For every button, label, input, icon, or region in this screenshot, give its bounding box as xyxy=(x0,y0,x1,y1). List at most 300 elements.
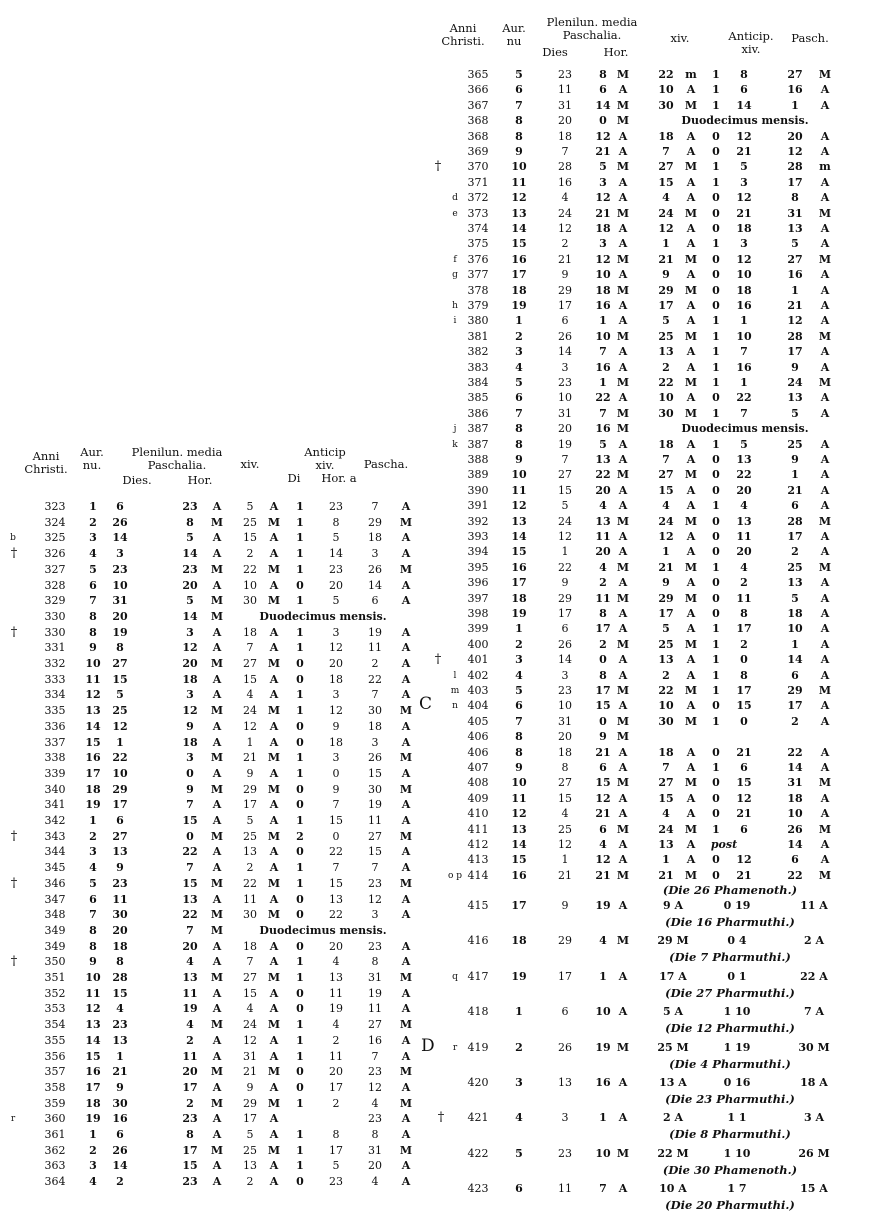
table-cell: 21 xyxy=(736,145,752,158)
table-cell: 15 xyxy=(243,672,257,686)
table-cell: 6 xyxy=(116,500,124,513)
table-cell: 20 xyxy=(329,1065,343,1079)
table-cell: 1 xyxy=(89,814,97,827)
table-cell: 5 xyxy=(515,68,523,81)
left-header-xiv: xiv. xyxy=(240,457,260,471)
table-cell: 16 xyxy=(511,868,527,882)
table-cell: M xyxy=(818,376,832,389)
table-cell: A xyxy=(618,668,628,682)
table-row xyxy=(0,390,871,406)
table-cell: A xyxy=(212,735,222,749)
table-cell: A xyxy=(212,719,222,733)
table-cell: 30 xyxy=(658,98,674,112)
table-cell: 12 xyxy=(558,222,572,235)
table-cell: 345 xyxy=(44,861,66,875)
table-cell: M xyxy=(616,376,630,389)
table-cell: 1 xyxy=(712,637,720,651)
table-cell: 1 xyxy=(296,547,304,561)
table-cell: 349 xyxy=(44,939,66,953)
table-cell: 22 xyxy=(112,751,128,765)
table-cell: 18 xyxy=(112,939,128,953)
table-cell: A xyxy=(820,838,830,851)
table-cell: 13 xyxy=(182,971,198,984)
table-cell: 369 xyxy=(467,145,489,158)
table-row xyxy=(0,791,871,807)
table-cell: 331 xyxy=(44,641,66,655)
table-cell: 6 xyxy=(791,853,799,867)
table-cell: 2 xyxy=(599,637,607,651)
table-cell: 9 xyxy=(332,719,340,733)
table-cell: 0 xyxy=(712,129,720,143)
table-cell: 27 xyxy=(112,657,128,670)
table-cell: 0 xyxy=(712,453,720,466)
table-cell: A xyxy=(618,791,628,805)
table-cell: 7 xyxy=(561,145,569,158)
table-cell: 30 xyxy=(658,406,674,420)
table-cell: M xyxy=(210,829,224,843)
table-cell: M xyxy=(684,591,698,605)
table-cell: M xyxy=(684,560,698,574)
pascha-cell: 22 A xyxy=(800,969,828,983)
table-cell: 22 xyxy=(658,684,674,697)
table-cell: 4 xyxy=(599,560,607,574)
table-cell: 21 xyxy=(658,560,674,574)
table-cell: 22 xyxy=(182,845,198,859)
table-cell: A xyxy=(820,807,830,821)
table-cell: 420 xyxy=(467,1076,489,1089)
table-cell: 7 xyxy=(371,1049,379,1063)
table-cell: 1 xyxy=(712,68,720,81)
table-cell: A xyxy=(212,1033,222,1047)
table-cell: 0 xyxy=(296,939,304,953)
table-cell: 13 xyxy=(736,514,752,528)
table-cell: M xyxy=(616,714,630,728)
table-cell: M xyxy=(399,876,413,890)
table-cell: 17 xyxy=(85,1080,101,1094)
table-cell: 21 xyxy=(658,252,674,266)
table-cell: 28 xyxy=(558,160,572,174)
table-cell: 21 xyxy=(595,206,611,220)
table-cell: 23 xyxy=(112,562,128,576)
table-cell: A xyxy=(269,986,279,1000)
table-cell: A xyxy=(820,468,830,482)
table-cell: 4 xyxy=(599,934,607,948)
table-cell: 374 xyxy=(467,222,489,235)
table-cell: 3 xyxy=(599,175,607,189)
table-cell: 353 xyxy=(44,1002,66,1016)
table-cell: A xyxy=(686,391,696,405)
footnote-letter: b xyxy=(10,533,16,544)
table-cell: A xyxy=(401,1159,411,1173)
table-cell: M xyxy=(267,515,281,529)
table-cell: 392 xyxy=(467,514,489,528)
table-cell: 19 xyxy=(85,1112,101,1126)
table-cell: A xyxy=(618,969,628,983)
table-cell: 1 xyxy=(296,1143,304,1157)
table-cell: 334 xyxy=(44,688,66,702)
table-row xyxy=(0,344,871,360)
table-cell: 1 xyxy=(712,160,720,174)
table-cell: 10 xyxy=(595,1146,611,1160)
table-cell: M xyxy=(684,283,698,297)
table-row xyxy=(0,1040,871,1056)
pascha-cell: 30 M xyxy=(798,1040,830,1054)
table-cell: A xyxy=(269,1159,279,1173)
table-cell: 4 xyxy=(599,499,607,513)
table-cell: 12 xyxy=(243,1033,257,1047)
table-cell: A xyxy=(820,576,830,590)
table-cell: A xyxy=(618,853,628,867)
table-cell: 400 xyxy=(467,637,489,651)
table-cell: A xyxy=(686,268,696,282)
table-cell: 11 xyxy=(85,986,101,1000)
table-cell: 17 xyxy=(736,622,752,636)
table-cell: A xyxy=(401,955,411,969)
table-cell: 4 xyxy=(371,1096,379,1110)
table-cell: 18 xyxy=(243,939,257,953)
table-cell: M xyxy=(616,206,630,220)
table-cell: M xyxy=(399,704,413,718)
xiv-cell: 2 A xyxy=(662,1111,684,1125)
table-cell: 340 xyxy=(44,782,66,796)
table-cell: 368 xyxy=(467,114,489,128)
table-cell: 0 xyxy=(712,791,720,805)
table-cell: 21 xyxy=(243,1065,257,1079)
table-row xyxy=(0,452,871,468)
table-cell: 365 xyxy=(467,68,489,81)
table-cell: 15 xyxy=(595,699,611,713)
table-cell: 5 xyxy=(561,499,569,513)
table-cell: A xyxy=(820,853,830,867)
table-cell: 17 xyxy=(787,345,803,359)
table-cell: 2 xyxy=(186,1096,194,1110)
table-cell: 19 xyxy=(511,969,527,983)
table-cell: 367 xyxy=(467,98,489,112)
table-cell: 8 xyxy=(515,730,523,744)
table-cell: A xyxy=(269,1080,279,1094)
table-cell: 333 xyxy=(44,672,66,686)
table-cell: M xyxy=(818,822,832,836)
table-cell: 414 xyxy=(467,868,489,882)
table-row xyxy=(0,698,871,714)
table-cell: 25 xyxy=(787,437,803,451)
table-row xyxy=(0,1181,871,1197)
table-cell: 10 xyxy=(658,391,674,405)
table-cell: 6 xyxy=(515,699,523,713)
table-cell: 380 xyxy=(467,314,489,328)
table-cell: 7 xyxy=(515,406,523,420)
table-cell: 18 xyxy=(511,591,527,605)
table-cell: 1 xyxy=(246,735,254,749)
table-cell: A xyxy=(269,672,279,686)
table-cell: 339 xyxy=(44,766,66,780)
table-cell: 6 xyxy=(515,1182,523,1196)
day-note: (Die 30 Phamenoth.) xyxy=(662,1162,798,1177)
table-cell: 2 xyxy=(246,547,254,561)
table-cell: 8 xyxy=(89,625,97,639)
table-cell: 350 xyxy=(44,955,66,969)
right-header-anni: Anni Christi. xyxy=(441,21,485,48)
table-cell: 24 xyxy=(558,206,572,220)
table-cell: 8 xyxy=(116,955,124,969)
table-cell: A xyxy=(269,955,279,969)
table-cell: 4 xyxy=(662,499,670,513)
table-row xyxy=(0,514,871,530)
table-row xyxy=(0,283,871,299)
table-cell: A xyxy=(401,594,411,608)
table-cell: 1 xyxy=(296,766,304,780)
table-cell: A xyxy=(686,453,696,466)
table-cell: 4 xyxy=(561,807,569,821)
table-cell: 13 xyxy=(595,453,611,466)
table-cell: 18 xyxy=(558,745,572,759)
table-cell: 1 xyxy=(712,314,720,328)
table-row xyxy=(0,1146,871,1162)
table-cell: 17 xyxy=(329,1080,343,1094)
table-cell: 14 xyxy=(368,578,382,592)
table-row xyxy=(0,933,871,949)
table-cell: 12 xyxy=(558,530,572,543)
table-cell: A xyxy=(401,1002,411,1016)
table-cell: 9 xyxy=(561,268,569,282)
table-row xyxy=(0,190,871,206)
table-cell: 7 xyxy=(246,955,254,969)
table-cell: 14 xyxy=(558,345,572,359)
table-cell: 26 xyxy=(787,822,803,836)
table-cell: M xyxy=(616,160,630,174)
table-cell: 19 xyxy=(329,1002,343,1016)
table-cell: M xyxy=(616,329,630,343)
table-cell: A xyxy=(212,986,222,1000)
table-cell: 16 xyxy=(787,83,803,97)
table-cell: 2 xyxy=(561,237,569,251)
table-cell: 18 xyxy=(329,735,343,749)
table-cell: 1 xyxy=(296,625,304,639)
table-cell: 7 xyxy=(186,798,194,812)
table-cell: 10 xyxy=(787,622,803,636)
table-cell: M xyxy=(818,776,832,790)
table-cell: 9 xyxy=(186,782,194,796)
table-cell: 18 xyxy=(736,283,752,297)
table-cell: 10 xyxy=(112,766,128,780)
table-cell: A xyxy=(401,531,411,545)
table-cell: 391 xyxy=(467,499,489,513)
table-cell: A xyxy=(618,145,628,158)
footnote-letter: r xyxy=(10,1114,16,1125)
table-cell: 9 xyxy=(246,1080,254,1094)
table-cell: 11 xyxy=(182,986,198,1000)
table-cell: 0 xyxy=(599,114,607,128)
table-cell: 22 xyxy=(558,560,572,574)
table-cell: 22 xyxy=(329,845,343,859)
table-cell: 4 xyxy=(186,1018,194,1032)
table-cell: 8 xyxy=(332,515,340,529)
table-cell: M xyxy=(684,868,698,882)
table-cell: 13 xyxy=(658,345,674,359)
table-cell: A xyxy=(269,735,279,749)
table-cell: 27 xyxy=(787,252,803,266)
table-cell: 10 xyxy=(243,578,257,592)
table-row xyxy=(0,1004,871,1020)
table-cell: M xyxy=(267,704,281,718)
table-cell: 0 xyxy=(332,829,340,843)
table-cell: 0 xyxy=(712,699,720,713)
table-cell: 0 xyxy=(712,483,720,497)
table-cell: 15 xyxy=(658,175,674,189)
table-cell: 1 xyxy=(296,1096,304,1110)
table-cell: 7 xyxy=(332,861,340,875)
table-cell: 14 xyxy=(787,838,803,851)
table-cell: 20 xyxy=(182,657,198,670)
table-cell: 12 xyxy=(368,892,382,906)
footnote-letter: j xyxy=(453,424,457,435)
table-cell: 29 xyxy=(658,591,674,605)
table-cell: 21 xyxy=(658,868,674,882)
table-cell: M xyxy=(818,560,832,574)
table-cell: 403 xyxy=(467,684,489,697)
table-cell: 1 xyxy=(599,1111,607,1125)
table-cell: 4 xyxy=(515,1111,523,1125)
table-cell: 10 xyxy=(787,807,803,821)
table-cell: 1 xyxy=(296,751,304,765)
table-row xyxy=(0,621,871,637)
anticip-cell: 1 10 xyxy=(723,1146,751,1160)
table-cell: post xyxy=(710,838,738,851)
margin-letter-d: D xyxy=(421,1036,435,1056)
table-cell: 1 xyxy=(712,437,720,451)
table-cell: 0 xyxy=(296,1065,304,1079)
pascha-cell: 3 A xyxy=(803,1111,825,1125)
table-cell: A xyxy=(686,853,696,867)
table-cell: M xyxy=(616,776,630,790)
table-cell: M xyxy=(210,1096,224,1110)
table-cell: A xyxy=(269,892,279,906)
table-cell: 12 xyxy=(658,222,674,235)
table-cell: 6 xyxy=(740,761,748,774)
table-cell: 17 xyxy=(511,268,527,282)
table-cell: 422 xyxy=(467,1146,489,1160)
pascha-cell: 15 A xyxy=(800,1182,828,1196)
table-cell: 4 xyxy=(116,1002,124,1016)
table-cell: 8 xyxy=(740,668,748,682)
table-cell: A xyxy=(686,314,696,328)
table-cell: M xyxy=(684,684,698,697)
footnote-letter: † xyxy=(437,1110,445,1126)
table-cell: 27 xyxy=(243,971,257,984)
table-cell: 0 xyxy=(712,853,720,867)
table-cell: 17 xyxy=(558,299,572,312)
table-cell: 27 xyxy=(112,829,128,843)
table-cell: 25 xyxy=(243,515,257,529)
table-cell: 18 xyxy=(595,283,611,297)
table-cell: 386 xyxy=(467,406,489,420)
table-cell: 23 xyxy=(558,1146,572,1160)
day-note: (Die 8 Pharmuthi.) xyxy=(669,1127,791,1142)
table-cell: 14 xyxy=(511,838,527,851)
table-cell: A xyxy=(269,500,279,513)
table-cell: 26 xyxy=(112,1143,128,1157)
anticip-cell: 1 19 xyxy=(723,1040,751,1054)
table-row xyxy=(0,498,871,514)
table-cell: 22 xyxy=(787,745,803,759)
table-cell: 11 xyxy=(368,641,382,655)
table-cell: 14 xyxy=(112,531,128,545)
table-cell: 324 xyxy=(44,515,66,529)
table-cell: A xyxy=(401,688,411,702)
table-cell: 2 xyxy=(246,861,254,875)
table-row xyxy=(0,298,871,314)
table-cell: 4 xyxy=(371,1175,379,1189)
table-cell: 0 xyxy=(186,829,194,843)
footnote-letter: q xyxy=(452,971,458,982)
table-cell: 15 xyxy=(511,237,527,251)
table-cell: 1 xyxy=(296,1049,304,1063)
table-cell: A xyxy=(686,191,696,205)
table-cell: 28 xyxy=(787,160,803,174)
left-header-hor2: Hor. a xyxy=(321,471,357,485)
table-cell: 9 xyxy=(116,861,124,875)
table-cell: A xyxy=(212,1049,222,1063)
table-cell: 7 xyxy=(599,345,607,359)
table-cell: 6 xyxy=(371,594,379,608)
table-cell: 21 xyxy=(736,745,752,759)
table-cell: A xyxy=(212,531,222,545)
pascha-cell: 7 A xyxy=(803,1005,825,1019)
table-cell: 10 xyxy=(595,329,611,343)
table-cell: 6 xyxy=(89,578,97,592)
table-cell: 405 xyxy=(467,714,489,728)
table-cell: A xyxy=(401,672,411,686)
table-cell: 1 xyxy=(296,704,304,718)
table-cell: A xyxy=(820,761,830,774)
table-cell: A xyxy=(618,314,628,328)
table-cell: A xyxy=(820,453,830,466)
table-cell: 341 xyxy=(44,798,66,812)
table-cell: 15 xyxy=(112,986,128,1000)
table-row xyxy=(0,729,871,745)
table-cell: 18 xyxy=(658,745,674,759)
table-cell: 14 xyxy=(558,653,572,667)
footnote-letter: m xyxy=(450,686,460,696)
table-row xyxy=(0,591,871,607)
table-cell: 3 xyxy=(186,688,194,702)
table-cell: A xyxy=(618,745,628,759)
table-cell: 17 xyxy=(182,1143,198,1157)
table-cell: A xyxy=(618,1182,628,1196)
table-cell: 0 xyxy=(296,798,304,812)
anticip-cell: 1 10 xyxy=(723,1005,751,1019)
table-cell: 24 xyxy=(658,206,674,220)
table-cell: 29 xyxy=(787,684,803,697)
table-cell: 23 xyxy=(182,562,198,576)
table-cell: 20 xyxy=(736,545,752,559)
table-cell: A xyxy=(618,576,628,590)
table-cell: A xyxy=(820,391,830,405)
table-cell: M xyxy=(210,515,224,529)
table-cell: 11 xyxy=(595,591,611,605)
table-cell: 0 xyxy=(296,908,304,922)
table-cell: A xyxy=(686,222,696,235)
table-cell: 8 xyxy=(599,668,607,682)
table-cell: 379 xyxy=(467,299,489,312)
table-cell: A xyxy=(820,406,830,420)
table-cell: 3 xyxy=(332,625,340,639)
table-cell: 0 xyxy=(712,591,720,605)
table-cell: 1 xyxy=(296,876,304,890)
day-note: (Die 23 Pharmuthi.) xyxy=(665,1092,795,1106)
table-cell: 15 xyxy=(658,791,674,805)
table-cell: M xyxy=(267,657,281,670)
